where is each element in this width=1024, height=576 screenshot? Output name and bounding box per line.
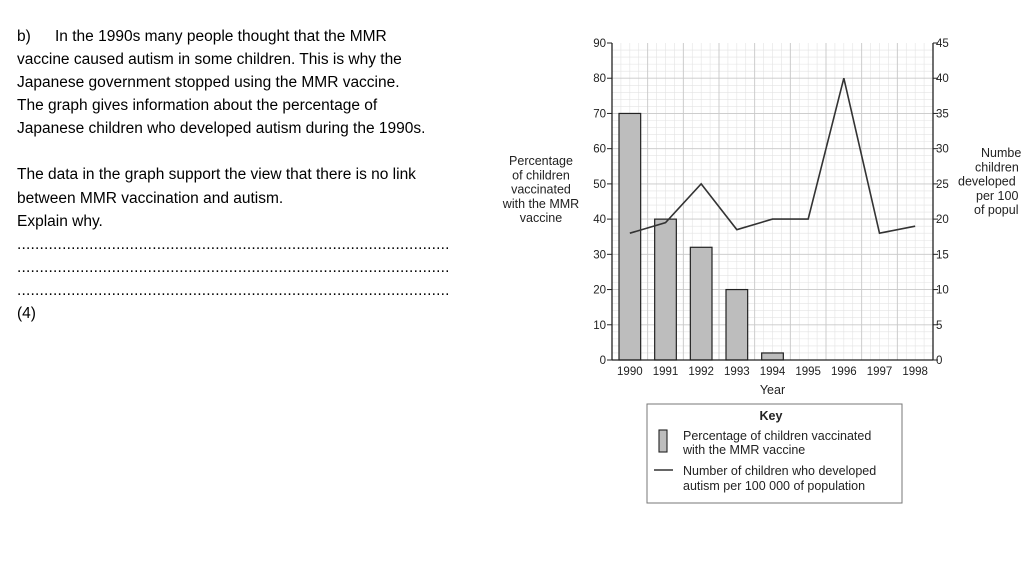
right-axis-title-line: Numbe bbox=[981, 146, 1022, 160]
left-tick-label: 10 bbox=[593, 319, 606, 332]
x-tick-label: 1993 bbox=[724, 366, 750, 378]
x-tick-label: 1996 bbox=[831, 366, 857, 378]
left-tick-label: 40 bbox=[593, 214, 606, 227]
question-line: The graph gives information about the percentage of bbox=[17, 97, 378, 115]
right-tick-label: 0 bbox=[936, 355, 943, 367]
left-axis-title-line: with the MMR bbox=[502, 196, 580, 211]
legend-label: Number of children who developed bbox=[683, 464, 877, 478]
bar-1994 bbox=[762, 353, 784, 360]
question-line: between MMR vaccination and autism. bbox=[17, 189, 284, 207]
right-tick-label: 25 bbox=[936, 178, 949, 191]
question-line: Japanese government stopped using the MMR vaccine. bbox=[17, 74, 400, 92]
question-line: Explain why. bbox=[17, 212, 103, 230]
question-line: vaccine caused autism in some children. This is why the bbox=[17, 51, 402, 69]
x-tick-label: 1997 bbox=[866, 366, 893, 378]
x-tick-label: 1992 bbox=[688, 366, 714, 378]
question-line-text: In the 1990s many people thought that the MMR bbox=[55, 28, 387, 45]
left-tick-label: 20 bbox=[593, 284, 606, 297]
answer-line: ................................................................................................ bbox=[17, 281, 450, 299]
left-axis-title-line: of children bbox=[512, 168, 570, 183]
bar-1992 bbox=[690, 247, 712, 360]
right-tick-label: 30 bbox=[936, 143, 949, 156]
question-label: b) bbox=[17, 28, 31, 45]
legend-title: Key bbox=[759, 409, 783, 423]
question-line: Japanese children who developed autism during the 1990s. bbox=[17, 120, 426, 138]
x-tick-label: 1995 bbox=[795, 366, 821, 378]
bar-1990 bbox=[619, 113, 641, 360]
right-axis-title-line: children bbox=[975, 160, 1019, 175]
answer-line: ................................................................................................ bbox=[17, 258, 450, 276]
legend-label: with the MMR vaccine bbox=[683, 443, 806, 457]
legend-bar-swatch bbox=[659, 430, 667, 452]
left-axis-title-line: vaccinated bbox=[511, 182, 571, 197]
x-axis-title: Year bbox=[759, 383, 786, 397]
right-tick-label: 35 bbox=[936, 108, 949, 121]
legend-label: Percentage of children vaccinated bbox=[683, 429, 872, 443]
marks-label: (4) bbox=[17, 305, 36, 323]
right-axis-title-line: per 100 bbox=[976, 188, 1019, 203]
x-tick-label: 1998 bbox=[902, 366, 928, 378]
left-tick-label: 30 bbox=[593, 249, 606, 262]
left-tick-label: 60 bbox=[593, 143, 606, 156]
left-tick-label: 80 bbox=[593, 73, 606, 86]
answer-line: ................................................................................................ bbox=[17, 235, 450, 253]
left-axis-title-line: Percentage bbox=[509, 154, 573, 168]
x-tick-label: 1990 bbox=[617, 366, 643, 378]
question-line: The data in the graph support the view that there is no link bbox=[17, 166, 416, 184]
right-tick-label: 15 bbox=[936, 249, 949, 262]
left-tick-label: 0 bbox=[599, 355, 606, 367]
right-axis-title-line: of popul bbox=[974, 203, 1019, 218]
bar-1991 bbox=[655, 219, 677, 360]
left-tick-label: 90 bbox=[593, 38, 606, 50]
right-tick-label: 20 bbox=[936, 214, 949, 227]
legend-label: autism per 100 000 of population bbox=[683, 479, 866, 493]
left-tick-label: 50 bbox=[593, 178, 606, 191]
right-tick-label: 10 bbox=[936, 284, 949, 297]
bar-1993 bbox=[726, 290, 748, 360]
x-tick-label: 1994 bbox=[759, 366, 786, 378]
right-tick-label: 45 bbox=[936, 38, 949, 50]
right-tick-label: 40 bbox=[936, 73, 949, 86]
right-tick-label: 5 bbox=[936, 319, 943, 332]
right-axis-title-line: developed bbox=[958, 174, 1016, 189]
left-tick-label: 70 bbox=[593, 108, 606, 121]
left-axis-title-line: vaccine bbox=[519, 211, 563, 226]
x-tick-label: 1991 bbox=[652, 366, 679, 378]
